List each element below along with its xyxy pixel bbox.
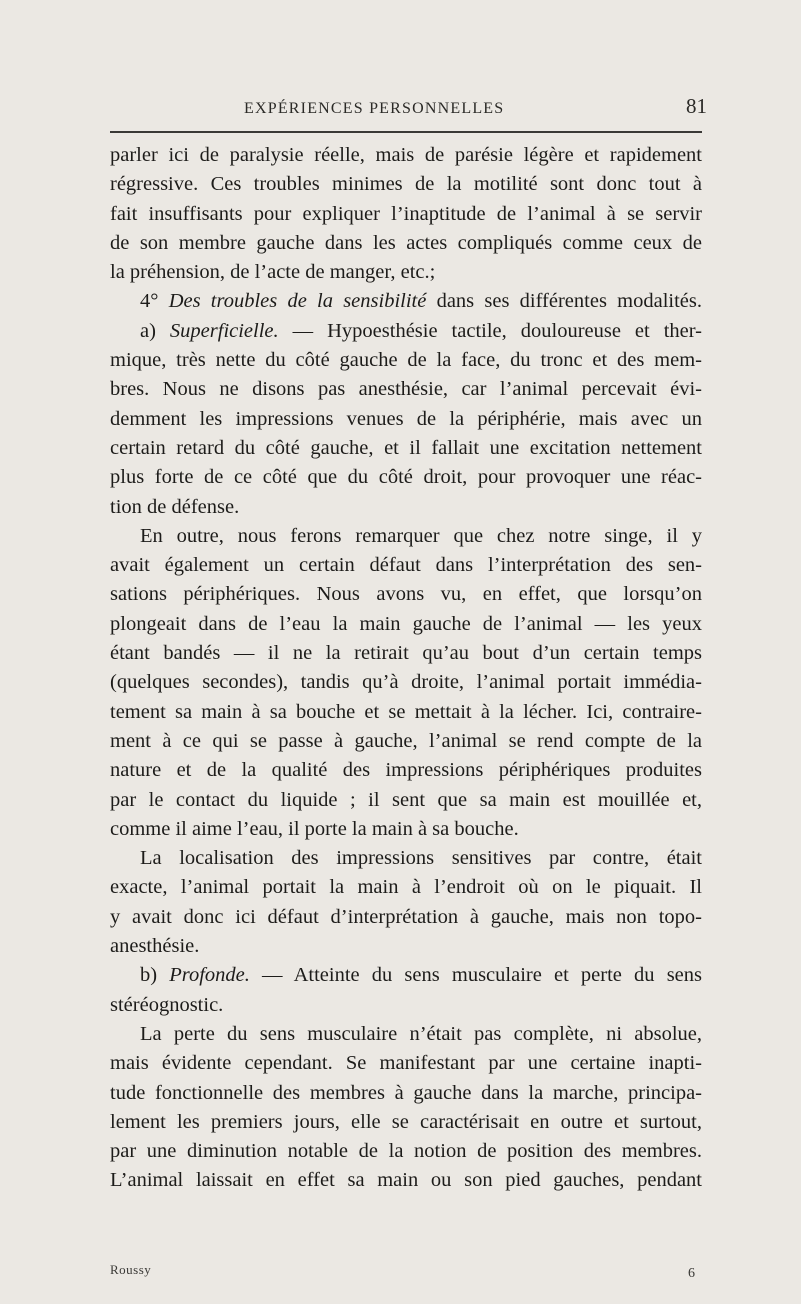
line-text: tement sa main à sa bouche et se mettait à la lécher. Ici, contraire- xyxy=(110,700,702,723)
line-text: tude fonctionnelle des membres à gauche dans la marche, principa- xyxy=(110,1081,702,1104)
line-text: nature et de la qualité des impressions périphériques produites xyxy=(110,759,702,782)
line-text: anesthésie. xyxy=(110,935,200,958)
running-title: EXPÉRIENCES PERSONNELLES xyxy=(244,100,505,117)
text-line xyxy=(110,639,702,668)
italic-heading: Superficielle. xyxy=(169,319,279,342)
text-line xyxy=(110,873,702,902)
line-text: plus forte de ce côté que du côté droit, pour provoquer une réac- xyxy=(110,466,702,489)
text-line xyxy=(110,229,702,258)
line-text: sations périphériques. Nous avons vu, en effet, que lorsqu’on xyxy=(110,583,702,606)
text-line xyxy=(110,961,702,990)
text-line xyxy=(110,610,702,639)
text-line xyxy=(110,1020,702,1049)
line-text: L’animal laissait en effet sa main ou son pied gauches, pendant xyxy=(110,1169,702,1192)
text-line xyxy=(110,668,702,697)
text-line xyxy=(110,991,702,1020)
line-text: La perte du sens musculaire n’était pas complète, ni absolue, xyxy=(140,1022,702,1045)
line-text: En outre, nous ferons remarquer que chez notre singe, il y xyxy=(140,524,702,547)
text-line xyxy=(110,786,702,815)
line-text: demment les impressions venues de la périphérie, mais avec un xyxy=(110,407,702,430)
text-line xyxy=(110,932,702,961)
text-line xyxy=(110,815,702,844)
text-line xyxy=(110,727,702,756)
text-line xyxy=(110,1108,702,1137)
line-text: plongeait dans de l’eau la main gauche de l’animal — les yeux xyxy=(110,612,702,635)
text-line xyxy=(110,375,702,404)
text-line xyxy=(110,903,702,932)
line-text: — Hypoesthésie tactile, douloureuse et ther- xyxy=(278,319,702,342)
text-line xyxy=(110,1166,702,1195)
line-text: lement les premiers jours, elle se caractérisait en outre et surtout, xyxy=(110,1110,702,1133)
text-line xyxy=(110,551,702,580)
line-text: avait également un certain défaut dans l’interprétation des sen- xyxy=(110,554,702,577)
text-line xyxy=(110,170,702,199)
text-line xyxy=(110,287,702,316)
line-text: tion de défense. xyxy=(110,495,240,518)
printer-signature: Roussy xyxy=(110,1262,152,1277)
text-line xyxy=(110,580,702,609)
text-line xyxy=(110,698,702,727)
line-text: ment à ce qui se passe à gauche, l’animal se rend compte de la xyxy=(110,729,702,752)
text-line xyxy=(110,1079,702,1108)
line-text: certain retard du côté gauche, et il fallait une excitation nettement xyxy=(110,436,702,459)
text-line xyxy=(110,463,702,492)
italic-heading: Profonde. xyxy=(169,964,250,987)
line-text: dans ses différentes modalités. xyxy=(426,290,702,313)
header-rule xyxy=(110,131,702,133)
text-line xyxy=(110,844,702,873)
line-text: La localisation des impressions sensitives par contre, était xyxy=(140,847,702,870)
text-line xyxy=(110,200,702,229)
line-text: par le contact du liquide ; il sent que sa main est mouillée et, xyxy=(110,788,702,811)
body-text xyxy=(110,141,702,1196)
text-line xyxy=(110,756,702,785)
page-number: 81 xyxy=(686,94,707,118)
line-text: par une diminution notable de la notion de position des membres. xyxy=(110,1140,702,1163)
line-text: fait insuffisants pour expliquer l’inaptitude de l’animal à se servir xyxy=(110,202,702,225)
line-text: parler ici de paralysie réelle, mais de parésie légère et rapidement xyxy=(110,144,702,166)
signature-folio: 6 xyxy=(688,1266,695,1281)
line-text: exacte, l’animal portait la main à l’endroit où on le piquait. Il xyxy=(110,876,702,899)
line-text: étant bandés — il ne la retirait qu’au bout d’un certain temps xyxy=(110,642,702,665)
text-line xyxy=(110,141,702,170)
line-text: comme il aime l’eau, il porte la main à sa bouche. xyxy=(110,817,519,840)
text-line xyxy=(110,317,702,346)
text-line xyxy=(110,258,702,287)
text-line xyxy=(110,1137,702,1166)
line-text: (quelques secondes), tandis qu’à droite, l’animal portait immédia- xyxy=(110,671,702,694)
line-text: de son membre gauche dans les actes compliqués comme ceux de xyxy=(110,231,702,254)
line-text: stéréognostic. xyxy=(110,993,224,1016)
line-text: — Atteinte du sens musculaire et perte du sens xyxy=(249,964,702,987)
text-line xyxy=(110,1049,702,1078)
line-text: la préhension, de l’acte de manger, etc.; xyxy=(110,261,436,284)
italic-heading: Des troubles de la sensibilité xyxy=(168,290,427,313)
line-text: bres. Nous ne disons pas anesthésie, car l’animal percevait évi- xyxy=(110,378,702,401)
text-line xyxy=(110,405,702,434)
line-text: régressive. Ces troubles minimes de la motilité sont donc tout à xyxy=(110,173,702,196)
line-text: y avait donc ici défaut d’interprétation à gauche, mais non topo- xyxy=(110,905,702,928)
text-line xyxy=(110,522,702,551)
text-line xyxy=(110,434,702,463)
line-text: mais évidente cependant. Se manifestant par une certaine inapti- xyxy=(110,1052,702,1075)
line-prefix: 4° xyxy=(140,290,169,313)
line-text: mique, très nette du côté gauche de la face, du tronc et des mem- xyxy=(110,349,702,372)
text-line xyxy=(110,493,702,522)
text-line xyxy=(110,346,702,375)
line-prefix: b) xyxy=(140,964,170,987)
line-prefix: a) xyxy=(140,319,170,342)
